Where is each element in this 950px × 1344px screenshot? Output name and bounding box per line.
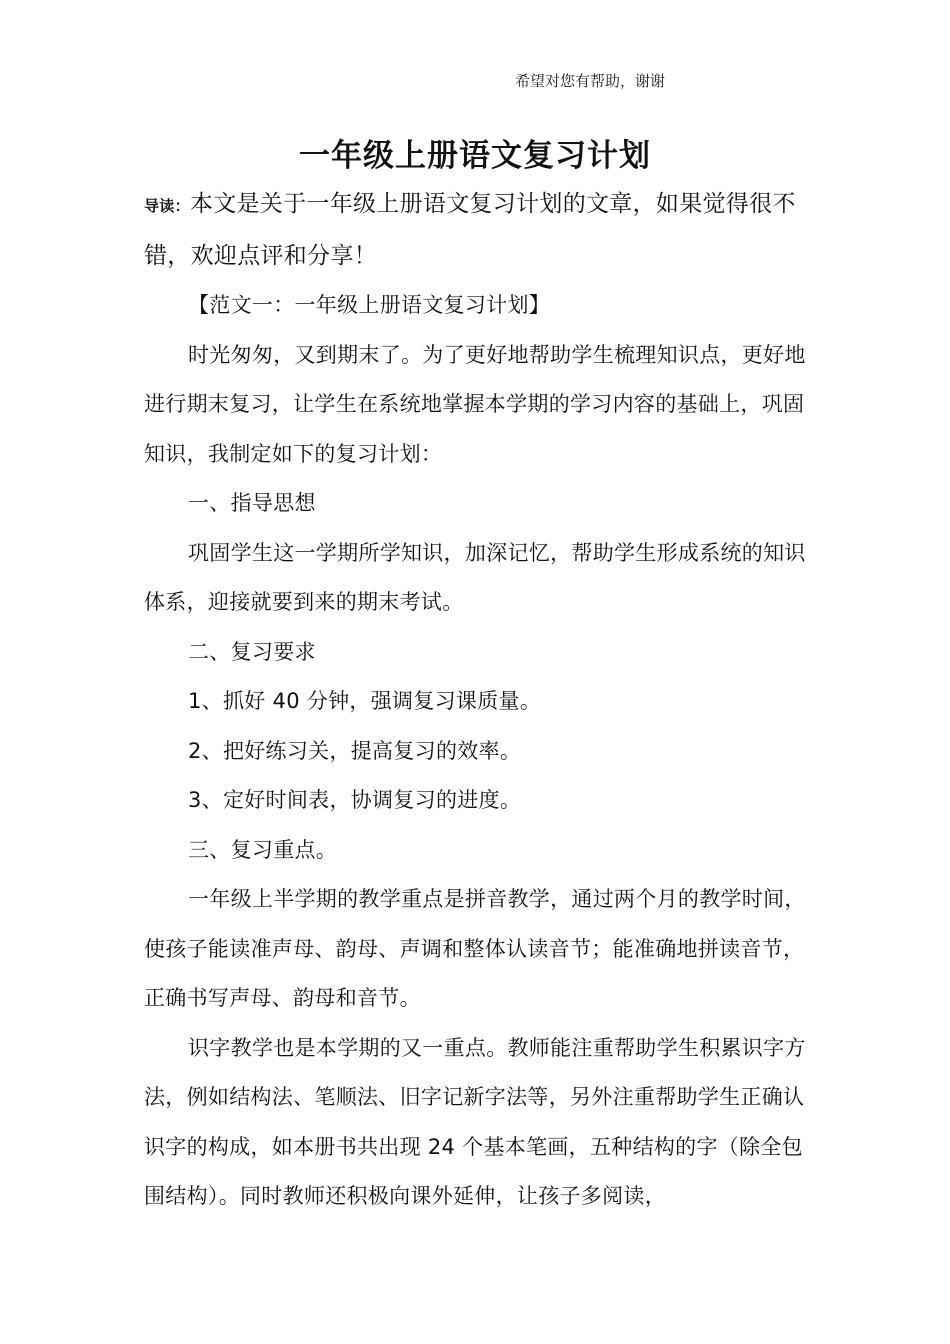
paragraph: 识字教学也是本学期的又一重点。教师能注重帮助学生积累识字方法，例如结构法、笔顺法、旧字记新字法等，另外注重帮助学生正确认识字的构成，如本册书共出现 24 个基本笔画，五种结构的字（除全包围结构）。同时教师还积极向课外延伸，让孩子多阅读， [144,1035,806,1208]
section-heading: 三、复习重点。 [188,837,338,862]
intro-text: 本文是关于一年级上册语文复习计划的文章，如果觉得很不错，欢迎点评和分享！ [144,191,796,269]
section-heading: 二、复习要求 [188,639,316,664]
paragraph: 时光匆匆，又到期末了。为了更好地帮助学生梳理知识点，更好地进行期末复习，让学生在系统地掌握本学期的学习内容的基础上，巩固知识，我制定如下的复习计划： [144,342,806,466]
header-note: 希望对您有帮助，谢谢 [515,72,666,90]
requirement-item: 1、抓好 40 分钟，强调复习课质量。 [188,689,542,713]
intro-label: 导读： [144,197,190,215]
paragraph: 一年级上半学期的教学重点是拼音教学，通过两个月的教学时间，使孩子能读准声母、韵母、声调和整体认读音节；能准确地拼读音节，正确书写声母、韵母和音节。 [144,887,806,1010]
requirement-item: 3、定好时间表，协调复习的进度。 [188,788,522,812]
intro-paragraph [144,180,814,281]
document-body [144,180,814,1222]
document-title: 一年级上册语文复习计划 [299,138,651,174]
sample-heading: 【范文一：一年级上册语文复习计划】 [188,293,551,317]
paragraph: 巩固学生这一学期所学知识，加深记忆，帮助学生形成系统的知识体系，迎接就要到来的期末考试。 [144,540,806,614]
requirement-item: 2、把好练习关，提高复习的效率。 [188,738,522,763]
section-heading: 一、指导思想 [188,491,316,515]
